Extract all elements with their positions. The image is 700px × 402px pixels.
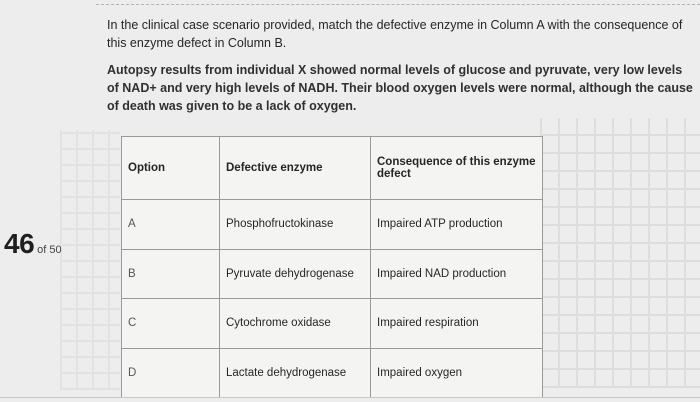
header-option: Option xyxy=(122,137,220,200)
matching-table xyxy=(121,136,543,398)
option-label: B xyxy=(122,249,220,299)
table-header-row xyxy=(122,137,543,200)
table-row[interactable] xyxy=(122,348,543,398)
table-row[interactable] xyxy=(122,299,543,349)
question-instruction: In the clinical case scenario provided, match the defective enzyme in Column A with the consequence of this enzyme defect in Column B. xyxy=(107,18,683,50)
enzyme-cell: Lactate dehydrogenase xyxy=(220,348,371,398)
question-number: 46 xyxy=(4,228,35,259)
consequence-cell: Impaired ATP production xyxy=(371,200,543,250)
background-watermark xyxy=(540,118,700,388)
option-label: D xyxy=(122,348,220,398)
option-label: C xyxy=(122,299,220,349)
background-watermark-left xyxy=(60,130,120,390)
header-consequence: Consequence of this enzyme defect xyxy=(371,137,543,200)
consequence-cell: Impaired oxygen xyxy=(371,348,543,398)
consequence-cell: Impaired NAD production xyxy=(371,249,543,299)
bottom-divider xyxy=(0,397,700,398)
question-counter xyxy=(4,228,62,260)
table-row[interactable] xyxy=(122,249,543,299)
question-text xyxy=(107,16,693,124)
clinical-scenario: Autopsy results from individual X showed normal levels of glucose and pyruvate, very low levels of NAD+ and very high levels of NADH. Their blood oxygen levels were normal, although the cause of death was given to be a lack of oxygen. xyxy=(107,63,693,113)
question-total: of 50 xyxy=(37,244,62,256)
enzyme-cell: Pyruvate dehydrogenase xyxy=(220,249,371,299)
top-divider xyxy=(96,4,700,5)
enzyme-cell: Phosphofructokinase xyxy=(220,200,371,250)
enzyme-cell: Cytochrome oxidase xyxy=(220,299,371,349)
consequence-cell: Impaired respiration xyxy=(371,299,543,349)
option-label: A xyxy=(122,200,220,250)
table-row[interactable] xyxy=(122,200,543,250)
header-defective-enzyme: Defective enzyme xyxy=(220,137,371,200)
